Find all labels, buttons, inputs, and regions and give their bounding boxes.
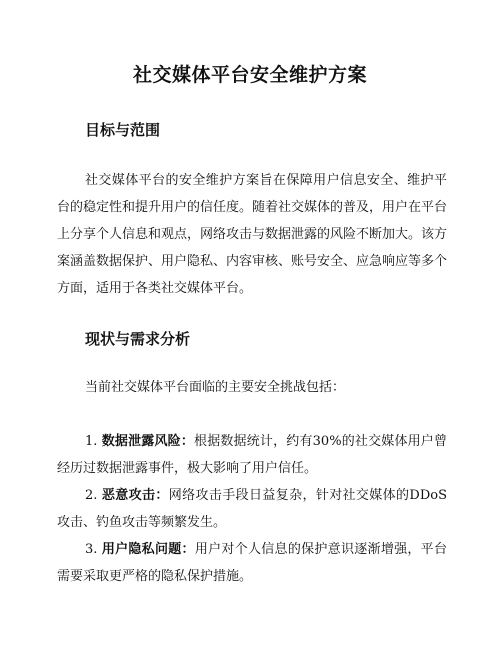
document-title: 社交媒体平台安全维护方案: [132, 64, 367, 86]
goals-paragraph: 社交媒体平台的安全维护方案旨在保障用户信息安全、维护平台的稳定性和提升用户的信任度。随着社交媒体的普及，用户在平台上分享个人信息和观点，网络攻击与数据泄露的风险不断加大。该方案涵盖数据保护、用户隐私、内容审核、账号安全、应急响应等多个方面，适用于各类社交媒体平台。: [57, 173, 448, 296]
list-item-number: 1.: [85, 434, 98, 449]
list-item: [57, 482, 447, 536]
list-item-label: 数据泄露风险：: [101, 434, 195, 449]
list-item-number: 3.: [85, 542, 98, 557]
list-item-number: 2.: [85, 488, 98, 503]
list-item: [57, 536, 447, 590]
list-item: [57, 428, 447, 482]
section-heading-goals: 目标与范围: [85, 121, 161, 139]
analysis-intro: 当前社交媒体平台面临的主要安全挑战包括：: [85, 380, 346, 395]
section-heading-analysis: 现状与需求分析: [85, 330, 191, 348]
list-item-text: 网络攻击手段日益复杂，针对社交媒体的DDoS攻击、钓鱼攻击等频繁发生。: [57, 488, 447, 530]
list-item-label: 恶意攻击：: [101, 488, 169, 503]
list-item-label: 用户隐私问题：: [101, 542, 195, 557]
list-item-text: 用户对个人信息的保护意识逐渐增强，平台需要采取更严格的隐私保护措施。: [57, 542, 447, 584]
list-item-text: 根据数据统计，约有30%的社交媒体用户曾经历过数据泄露事件，极大影响了用户信任。: [57, 434, 447, 476]
